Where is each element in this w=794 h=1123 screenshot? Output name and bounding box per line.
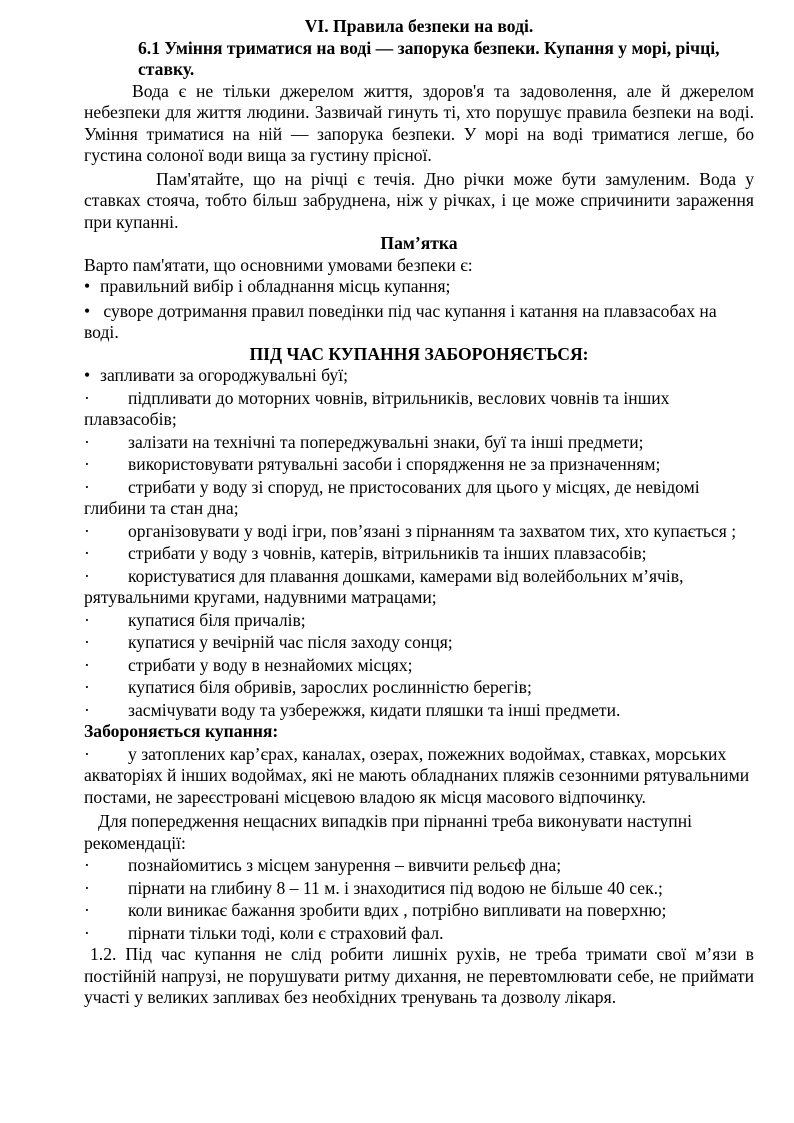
closing-paragraph: 1.2. Під час купання не слід робити лишніх рухів, не треба тримати свої м’язи в постійній напрузі, не порушувати ритму дихання, не перевтомлювати себе, не приймати участі у великих запливах без необхідних тренувань та дозволу лікаря.: [84, 944, 754, 1007]
forbidden-item-text: користуватися для плавання дошками, камерами від волейбольних м’ячів, рятувальними кругами, надувними матрацами;: [84, 565, 684, 607]
intro-paragraph-2: Пам'ятайте, що на річці є течія. Дно річки може бути замуленим. Вода у ставках стояча, тобто більш забруднена, ніж у річках, і це може спричинити зараження при купанні.: [84, 168, 754, 232]
diving-item-text: пірнати тільки тоді, коли є страховий фал.: [128, 922, 444, 943]
diving-item: [84, 900, 754, 922]
diving-item: [84, 923, 754, 945]
bathing-title: Забороняється купання:: [84, 721, 279, 741]
memo-item-text: правильний вибір і обладнання місць купання;: [100, 276, 451, 296]
dot-mark: ·: [84, 654, 90, 675]
dot-mark: ·: [84, 632, 90, 652]
forbidden-item-text: організовувати у воді ігри, пов’язані з пірнанням та захватом тих, хто купається ;: [128, 520, 737, 541]
dot-mark: ·: [84, 877, 90, 898]
dot-mark: ·: [84, 699, 90, 720]
forbidden-item-text: засмічувати воду та узбережжя, кидати пляшки та інші предмети.: [128, 699, 621, 720]
forbidden-list: [84, 388, 754, 722]
forbidden-item: [84, 454, 754, 476]
forbidden-item: [84, 365, 754, 387]
dot-mark: ·: [84, 900, 90, 920]
forbidden-item-text: стрибати у воду в незнайомих місцях;: [128, 654, 413, 675]
forbidden-item: [84, 610, 754, 632]
forbidden-item-text: використовувати рятувальні засоби і спорядження не за призначенням;: [128, 454, 661, 474]
forbidden-item: [84, 521, 754, 543]
forbidden-title: ПІД ЧАС КУПАННЯ ЗАБОРОНЯЄТЬСЯ:: [249, 343, 589, 364]
diving-item: [84, 855, 754, 877]
memo-item-text: суворе дотримання правил поведінки під час купання і катання на плавзасобах на воді.: [84, 300, 717, 342]
bullet-mark: •: [84, 300, 91, 321]
forbidden-item-text: купатися у вечірній час після заходу сонця;: [128, 632, 453, 652]
section-heading: VI. Правила безпеки на воді.: [304, 16, 534, 36]
memo-item: [84, 301, 754, 344]
bullet-mark: •: [84, 276, 91, 296]
diving-item: [84, 878, 754, 900]
forbidden-item: [84, 677, 754, 699]
diving-item-text: познайомитись з місцем занурення – вивчити рельєф дна;: [128, 855, 562, 875]
forbidden-item: [84, 432, 754, 454]
diving-item-text: коли виникає бажання зробити вдих , потрібно випливати на поверхню;: [128, 900, 667, 920]
bullet-mark: •: [84, 365, 91, 385]
diving-lead: Для попередження нещасних випадків при пірнанні треба виконувати наступні рекомендації:: [84, 811, 693, 853]
dot-mark: ·: [84, 565, 90, 586]
forbidden-item-text: запливати за огороджувальні буї;: [100, 365, 348, 385]
diving-item-text: пірнати на глибину 8 – 11 м. і знаходитися під водою не більше 40 сек.;: [128, 877, 663, 898]
dot-mark: ·: [84, 609, 90, 630]
document-page: [84, 16, 754, 1009]
forbidden-item: [84, 477, 754, 520]
forbidden-item-text: стрибати у воду з човнів, катерів, вітрильників та інших плавзасобів;: [128, 543, 647, 563]
forbidden-item-text: купатися біля причалів;: [128, 609, 306, 630]
forbidden-item-text: купатися біля обривів, зарослих рослинністю берегів;: [128, 677, 532, 697]
dot-mark: ·: [84, 454, 90, 474]
dot-mark: ·: [84, 476, 90, 497]
forbidden-item: [84, 388, 754, 431]
forbidden-item: [84, 700, 754, 722]
dot-mark: ·: [84, 431, 90, 452]
dot-mark: ·: [84, 543, 90, 563]
bathing-item: [84, 744, 754, 809]
bathing-item-text: у затоплених кар’єрах, каналах, озерах, пожежних водоймах, ставках, морських акваторіях й інших водоймах, які не мають обладнаних пляжів сезонними рятувальними постами, не зареєстровані місцевою владою як місця масового відпочинку.: [84, 743, 750, 807]
dot-mark: ·: [84, 520, 90, 541]
forbidden-item: [84, 543, 754, 565]
intro-paragraph-1: Вода є не тільки джерелом життя, здоров'я та задоволення, але й джерелом небезпеки для життя людини. Зазвичай гинуть ті, хто порушує правила безпеки на воді. Уміння триматися на ній — запорука безпеки. У морі на воді триматися легше, бо густина солоної води вища за густину прісної.: [84, 80, 754, 165]
diving-list: [84, 855, 754, 944]
dot-mark: ·: [84, 922, 90, 943]
forbidden-item: [84, 655, 754, 677]
dot-mark: ·: [84, 855, 90, 875]
memo-title: Пам’ятка: [380, 233, 458, 253]
dot-mark: ·: [84, 677, 90, 697]
forbidden-item-text: підпливати до моторних човнів, вітрильників, веслових човнів та інших плавзасобів;: [84, 387, 670, 429]
forbidden-item-text: залізати на технічні та попереджувальні знаки, буї та інші предмети;: [128, 431, 644, 452]
forbidden-item: [84, 566, 754, 609]
dot-mark: ·: [84, 743, 90, 764]
subsection-heading: 6.1 Уміння триматися на воді — запорука безпеки. Купання у морі, річці, ставку.: [138, 37, 720, 79]
memo-lead: Варто пам'ятати, що основними умовами безпеки є:: [84, 254, 473, 275]
bathing-item: [84, 744, 754, 809]
forbidden-item-text: стрибати у воду зі споруд, не пристосованих для цього у місцях, де невідомі глибини та стан дна;: [84, 476, 700, 518]
memo-item: [84, 276, 754, 298]
dot-mark: ·: [84, 387, 90, 408]
forbidden-item: [84, 632, 754, 654]
